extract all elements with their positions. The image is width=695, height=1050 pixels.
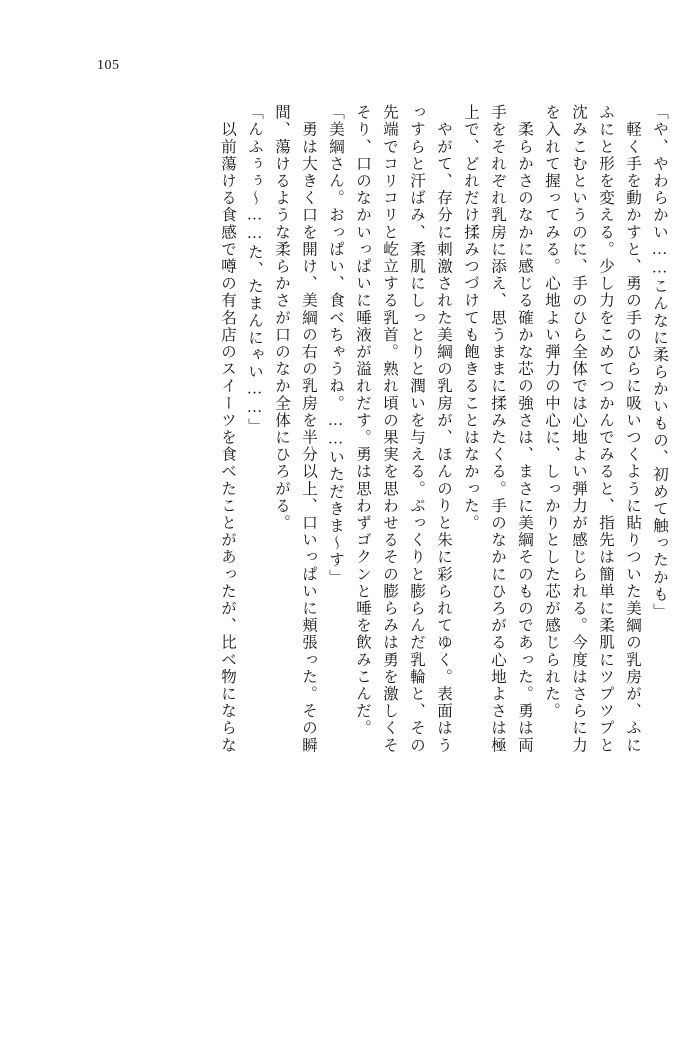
- text-line: 以前蕩ける食感で噂の有名店のスイーツを食べたことがあったが、比べ物にならな: [219, 104, 236, 754]
- text-line: 手をそれぞれ乳房に添え、思うままに揉みたくる。手のなかにひろがる心地よさは極: [489, 104, 506, 754]
- text-line: 軽く手を動かすと、勇の手のひらに吸いつくように貼りついた美綱の乳房が、ふに: [624, 104, 641, 754]
- vertical-text-body: [60, 104, 667, 964]
- text-line: 「美綱さん。おっぱい、食べちゃうね。……いただきま～す」: [327, 104, 344, 586]
- text-line: っすらと汗ばみ、柔肌にしっとりと潤いを与える。ぷっくりと膨らんだ乳輪と、その: [408, 104, 425, 754]
- text-line: ふにと形を変える。少し力をこめてつかんでみると、指先は簡単に柔肌にツプツプと: [597, 104, 614, 754]
- text-line: そり、口のなかいっぱいに唾液が溢れだす。勇は思わずゴクンと唾を飲みこんだ。: [354, 104, 371, 737]
- text-line: 柔らかさのなかに感じる確かな芯の強さは、まさに美綱そのものであった。勇は両: [516, 104, 533, 754]
- text-line: 間、蕩けるような柔らかさが口のなか全体にひろがる。: [273, 104, 290, 532]
- text-line: 勇は大きく口を開け、美綱の右の乳房を半分以上、口いっぱいに頬張った。その瞬: [300, 104, 317, 754]
- text-line: を入れて握ってみる。心地よい弾力の中心に、しっかりとした芯が感じられた。: [543, 104, 560, 720]
- text-line: 「や、やわらかい……こんなに柔らかいもの、初めて触ったかも」: [651, 104, 668, 620]
- text-line: 先端でコリコリと屹立する乳首。熟れ頃の果実を思わせるその膨らみは勇を激しくそ: [381, 104, 398, 754]
- text-line: 上で、どれだけ揉みつづけても飽きることはなかった。: [462, 104, 479, 532]
- page-number: 105: [97, 58, 120, 73]
- text-line: やがて、存分に刺激された美綱の乳房が、ほんのりと朱に彩られてゆく。表面はう: [435, 104, 452, 754]
- text-line: 沈みこむというのに、手のひら全体では心地よい弾力が感じられる。今度はさらに力: [570, 104, 587, 754]
- text-line: 「んふぅぅ～……た、たまんにゃい……」: [246, 104, 263, 435]
